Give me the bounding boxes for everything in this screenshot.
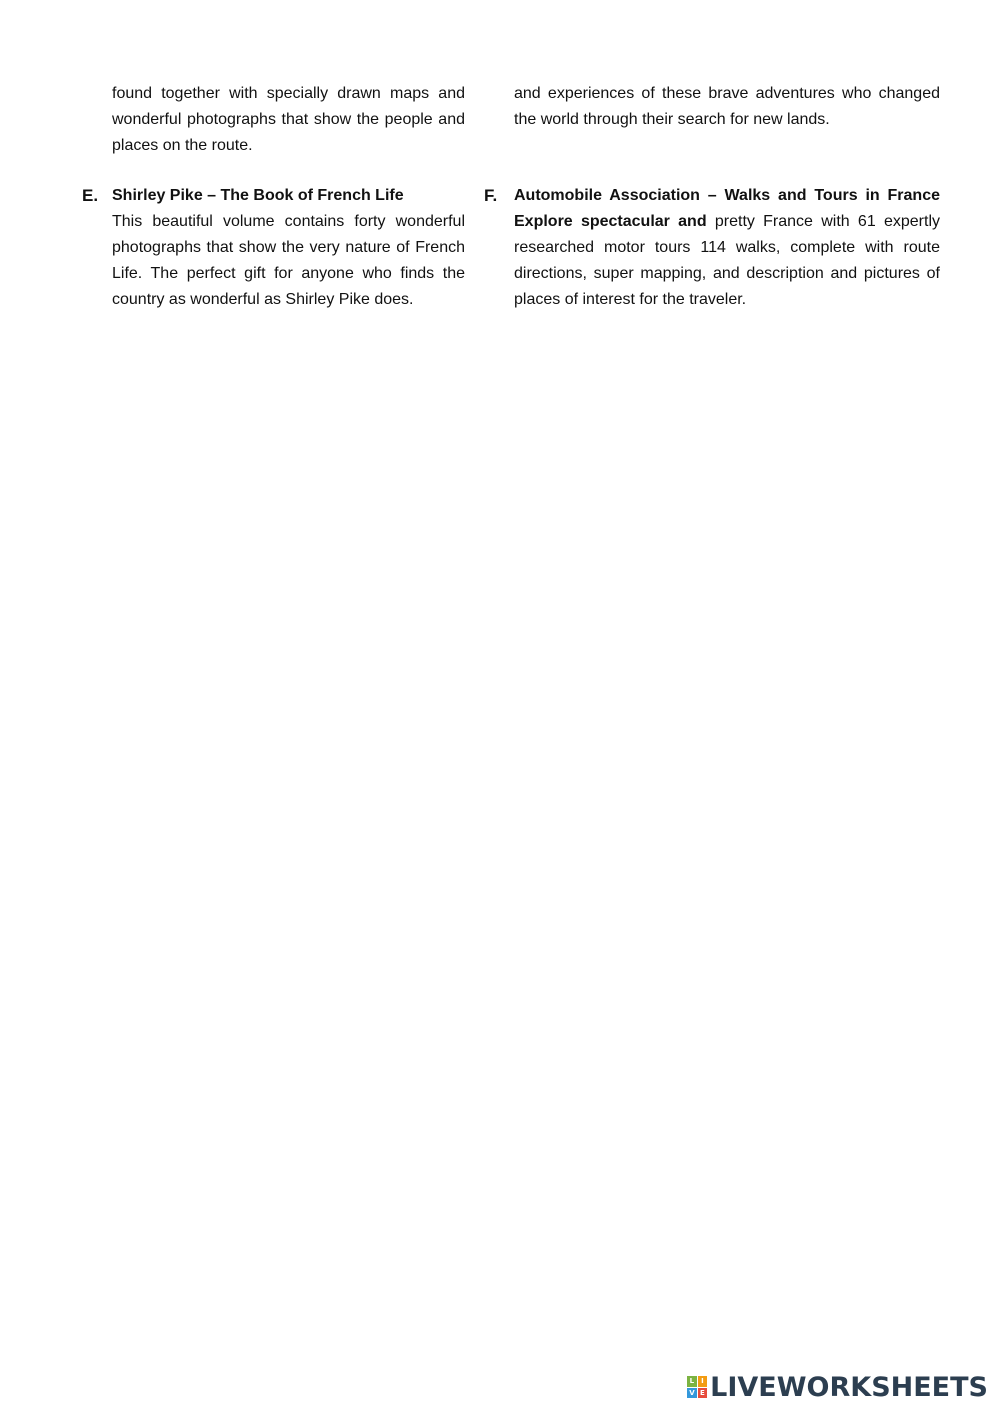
item-description-bold: Explore spectacular and: [514, 213, 707, 230]
item-description: [514, 209, 940, 313]
logo-letter-e: E: [698, 1388, 708, 1399]
item-description-rest: pretty France with 61 expertly researched motor tours 114 walks, complete with route directions, super mapping, and description and pictures of places of interest for the traveler.: [514, 213, 941, 308]
item-title: Shirley Pike – The Book of French Life: [112, 187, 404, 204]
item-f: [484, 183, 940, 313]
logo-grid-icon: [687, 1376, 707, 1398]
continuation-right-paragraph: and experiences of these brave adventures who changed the world through their search for new lands.: [514, 85, 940, 128]
item-e: [82, 183, 465, 313]
logo-text: LIVEWORKSHEETS: [710, 1371, 988, 1403]
item-body: [514, 183, 940, 313]
item-letter: E.: [82, 186, 99, 205]
logo-letter-i: I: [698, 1376, 708, 1387]
logo-letter-v: V: [687, 1388, 697, 1399]
item-body: [112, 183, 465, 313]
logo-letter-l: L: [687, 1376, 697, 1387]
continuation-left-paragraph: found together with specially drawn maps and wonderful photographs that show the people and places on the route.: [112, 85, 465, 154]
item-letter: F.: [484, 186, 498, 205]
item-title: Automobile Association – Walks and Tours in France: [514, 187, 940, 204]
liveworksheets-logo[interactable]: [687, 1371, 988, 1403]
item-description: This beautiful volume contains forty wonderful photographs that show the very nature of French Life. The perfect gift for anyone who finds the country as wonderful as Shirley Pike does.: [112, 213, 465, 308]
